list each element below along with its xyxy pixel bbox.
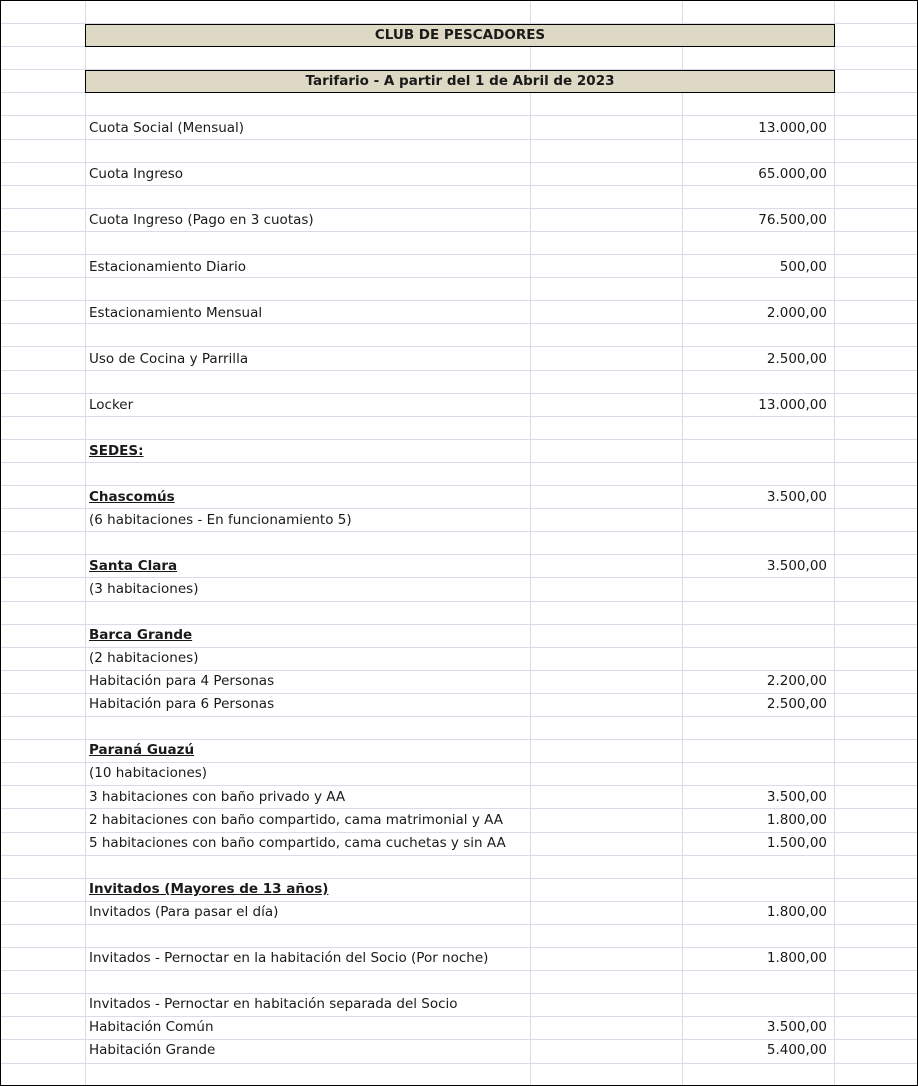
table-row — [1, 209, 917, 232]
grid-row — [1, 602, 917, 625]
section-heading: SEDES: — [89, 443, 144, 459]
row-value: 2.200,00 — [766, 673, 827, 689]
row-value: 13.000,00 — [758, 397, 827, 413]
title-banner — [85, 24, 835, 47]
row-label: (3 habitaciones) — [89, 581, 199, 597]
section-heading: Barca Grande — [89, 627, 193, 643]
table-row — [1, 786, 917, 809]
table-row — [1, 394, 917, 417]
row-label: Cuota Ingreso — [89, 166, 184, 182]
table-row — [1, 878, 917, 901]
row-label: 5 habitaciones con baño compartido, cama cuchetas y sin AA — [89, 835, 506, 851]
row-label: Cuota Ingreso (Pago en 3 cuotas) — [89, 212, 314, 228]
grid-row — [1, 717, 917, 740]
row-value: 2.000,00 — [766, 305, 827, 321]
row-value: 13.000,00 — [758, 120, 827, 136]
grid-row — [1, 324, 917, 347]
row-label: (10 habitaciones) — [89, 765, 208, 781]
section-heading: Invitados (Mayores de 13 años) — [89, 881, 329, 897]
table-row — [1, 1039, 917, 1062]
table-row — [1, 117, 917, 140]
row-value: 3.500,00 — [766, 558, 827, 574]
row-label: (2 habitaciones) — [89, 650, 199, 666]
table-row — [1, 647, 917, 670]
row-value: 76.500,00 — [758, 212, 827, 228]
table-row — [1, 809, 917, 832]
row-label: 2 habitaciones con baño compartido, cama matrimonial y AA — [89, 812, 503, 828]
row-value: 65.000,00 — [758, 166, 827, 182]
grid-row — [1, 925, 917, 948]
table-row — [1, 578, 917, 601]
row-label: (6 habitaciones - En funcionamiento 5) — [89, 512, 352, 528]
grid-row — [1, 371, 917, 394]
section-heading: Chascomús — [89, 489, 175, 505]
grid-row — [1, 47, 917, 70]
table-row — [1, 509, 917, 532]
subtitle-banner — [85, 70, 835, 93]
row-value: 500,00 — [779, 259, 827, 275]
table-row — [1, 348, 917, 371]
row-value: 1.500,00 — [766, 835, 827, 851]
row-value: 3.500,00 — [766, 489, 827, 505]
section-heading: Paraná Guazú — [89, 742, 195, 758]
row-value: 1.800,00 — [766, 950, 827, 966]
row-label: Invitados - Pernoctar en habitación separada del Socio — [89, 996, 458, 1012]
row-label: Estacionamiento Diario — [89, 259, 246, 275]
table-row — [1, 993, 917, 1016]
grid-row — [1, 971, 917, 994]
row-value: 2.500,00 — [766, 351, 827, 367]
row-value: 3.500,00 — [766, 789, 827, 805]
table-row — [1, 1016, 917, 1039]
table-row — [1, 302, 917, 325]
grid-row — [1, 856, 917, 879]
row-label: Cuota Social (Mensual) — [89, 120, 245, 136]
row-value: 1.800,00 — [766, 812, 827, 828]
row-label: Habitación para 4 Personas — [89, 673, 275, 689]
table-row — [1, 832, 917, 855]
table-row — [1, 739, 917, 762]
row-label: Invitados (Para pasar el día) — [89, 904, 279, 920]
row-value: 3.500,00 — [766, 1019, 827, 1035]
grid-row — [1, 417, 917, 440]
row-label: Invitados - Pernoctar en la habitación del Socio (Por noche) — [89, 950, 489, 966]
table-row — [1, 670, 917, 693]
table-row — [1, 486, 917, 509]
grid-row — [1, 1064, 917, 1086]
table-row — [1, 624, 917, 647]
grid-row — [1, 1, 917, 24]
grid-row — [1, 186, 917, 209]
row-label: 3 habitaciones con baño privado y AA — [89, 789, 346, 805]
table-row — [1, 693, 917, 716]
row-label: Estacionamiento Mensual — [89, 305, 263, 321]
table-row — [1, 440, 917, 463]
row-value: 2.500,00 — [766, 696, 827, 712]
row-label: Habitación para 6 Personas — [89, 696, 275, 712]
grid-row — [1, 463, 917, 486]
table-row — [1, 901, 917, 924]
table-row — [1, 163, 917, 186]
grid-row — [1, 232, 917, 255]
grid-row — [1, 140, 917, 163]
row-value: 5.400,00 — [766, 1042, 827, 1058]
table-row — [1, 555, 917, 578]
row-label: Uso de Cocina y Parrilla — [89, 351, 249, 367]
club-title: CLUB DE PESCADORES — [374, 27, 546, 43]
table-row — [1, 947, 917, 970]
grid-row — [1, 93, 917, 116]
row-label: Habitación Común — [89, 1019, 214, 1035]
row-label: Habitación Grande — [89, 1042, 216, 1058]
row-label: Locker — [89, 397, 134, 413]
table-row — [1, 256, 917, 279]
table-row — [1, 762, 917, 785]
section-heading: Santa Clara — [89, 558, 178, 574]
row-value: 1.800,00 — [766, 904, 827, 920]
grid-row — [1, 532, 917, 555]
grid-row — [1, 278, 917, 301]
tariff-subtitle: Tarifario - A partir del 1 de Abril de 2023 — [305, 73, 615, 89]
